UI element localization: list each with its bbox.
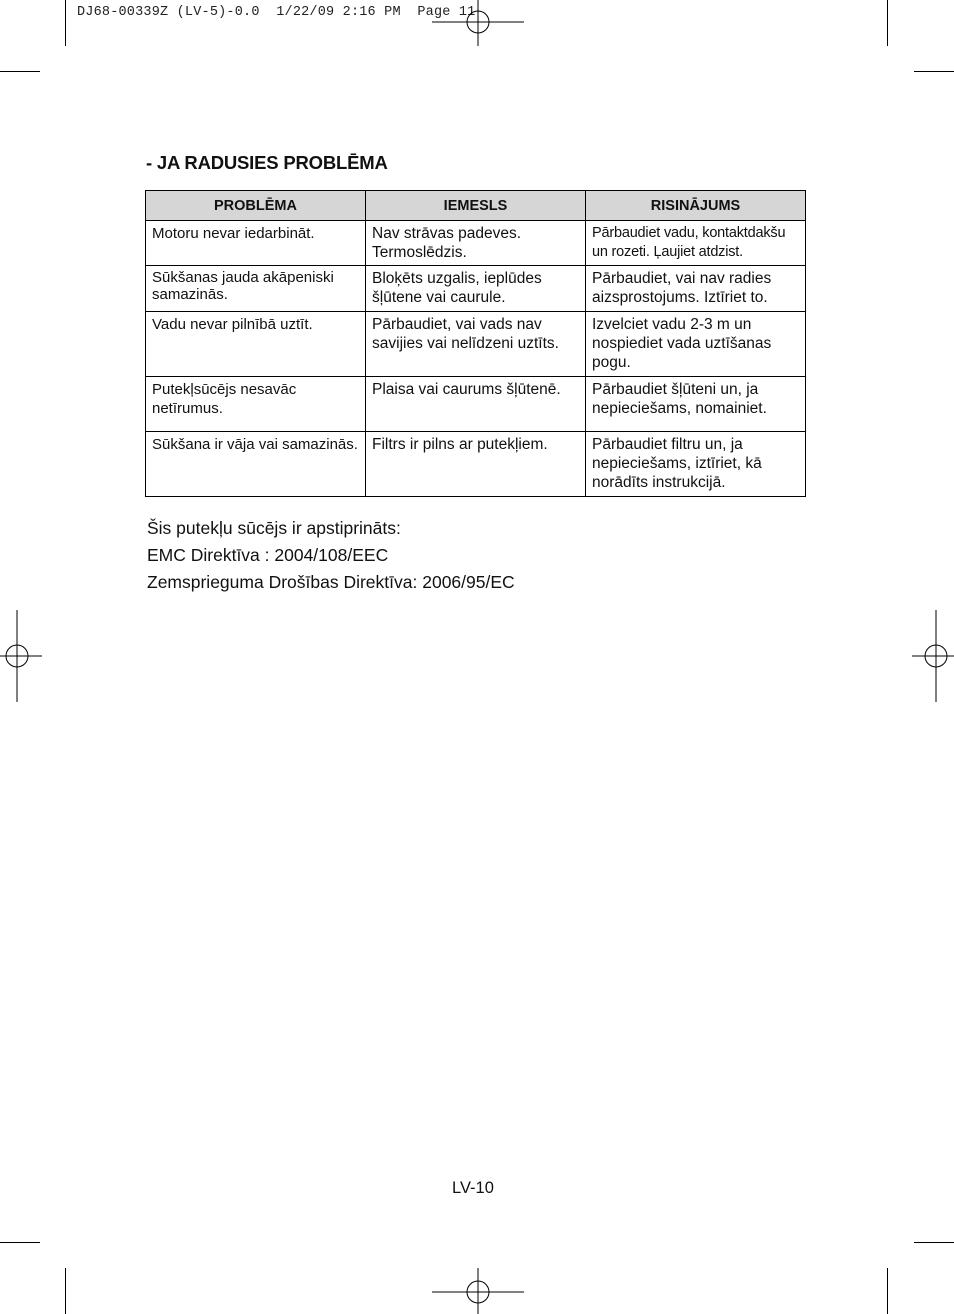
crop-mark (914, 1242, 954, 1243)
emc-directive: EMC Direktīva : 2004/108/EEC (147, 545, 389, 565)
table-cell-problem: Motoru nevar iedarbināt. (146, 221, 366, 266)
table-row (146, 432, 806, 497)
table-row (146, 221, 806, 266)
table-cell-problem: Vadu nevar pilnībā uztīt. (146, 312, 366, 377)
crop-mark (887, 0, 888, 46)
troubleshooting-table (145, 190, 806, 497)
registration-mark-left (0, 610, 42, 702)
crop-mark (887, 1268, 888, 1314)
table-cell-problem: Sūkšanas jauda akāpeniski samazinās. (146, 266, 366, 312)
registration-mark-top (432, 0, 524, 48)
table-cell-cause: Bloķēts uzgalis, ieplūdes šļūtene vai caurule. (366, 266, 586, 312)
print-slug: DJ68-00339Z (LV-5)-0.0 1/22/09 2:16 PM Page 11 (77, 5, 476, 20)
crop-mark (914, 71, 954, 72)
registration-mark-bottom (432, 1268, 524, 1314)
table-cell-solution: Pārbaudiet filtru un, ja nepieciešams, iztīriet, kā norādīts instrukcijā. (586, 432, 806, 497)
registration-mark-right (912, 610, 954, 702)
table-cell-cause: Plaisa vai caurums šļūtenē. (366, 377, 586, 432)
table-cell-solution: Pārbaudiet šļūteni un, ja nepieciešams, nomainiet. (586, 377, 806, 432)
table-cell-problem: Sūkšana ir vāja vai samazinās. (146, 432, 366, 497)
table-row (146, 266, 806, 312)
table-cell-problem: Putekļsūcējs nesavāc netīrumus. (146, 377, 366, 432)
column-header-solution: RISINĀJUMS (586, 191, 806, 221)
table-cell-solution: Pārbaudiet, vai nav radies aizsprostojums. Iztīriet to. (586, 266, 806, 312)
low-voltage-directive: Zemsprieguma Drošības Direktīva: 2006/95/EC (147, 572, 515, 592)
table-row (146, 312, 806, 377)
table-cell-solution: Pārbaudiet vadu, kontaktdakšu un rozeti. Ļaujiet atdzist. (586, 221, 806, 266)
crop-mark (0, 71, 40, 72)
crop-mark (65, 0, 66, 46)
table-header-row (146, 191, 806, 221)
crop-mark (0, 1242, 40, 1243)
column-header-problem: PROBLĒMA (146, 191, 366, 221)
section-title: - JA RADUSIES PROBLĒMA (146, 152, 388, 173)
page-number: LV-10 (452, 1179, 494, 1197)
approval-intro: Šis putekļu sūcējs ir apstiprināts: (147, 518, 401, 538)
table-cell-solution: Izvelciet vadu 2-3 m un nospiediet vada uztīšanas pogu. (586, 312, 806, 377)
table-row (146, 377, 806, 432)
approval-notes (147, 515, 515, 596)
column-header-cause: IEMESLS (366, 191, 586, 221)
crop-mark (65, 1268, 66, 1314)
table-cell-cause: Nav strāvas padeves. Termoslēdzis. (366, 221, 586, 266)
table-cell-cause: Pārbaudiet, vai vads nav savijies vai nelīdzeni uztīts. (366, 312, 586, 377)
table-cell-cause: Filtrs ir pilns ar putekļiem. (366, 432, 586, 497)
